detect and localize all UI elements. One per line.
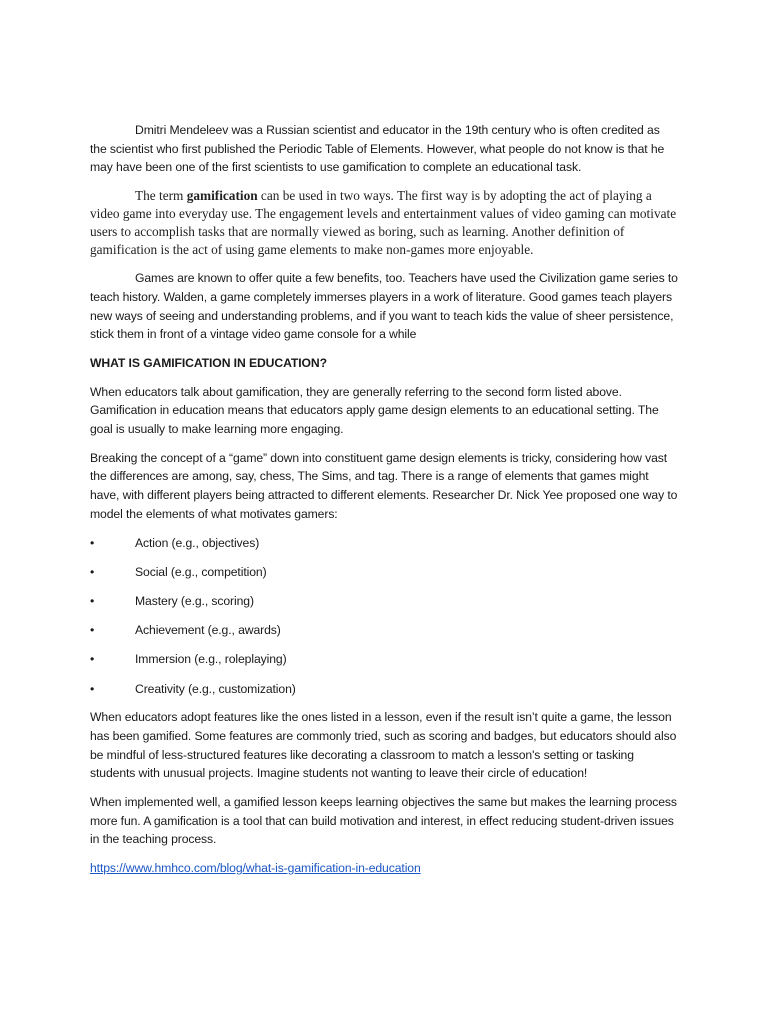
list-item [90, 534, 678, 553]
paragraph-game-benefits: Games are known to offer quite a few benefits, too. Teachers have used the Civilization game series to teach history. Walden, a game completely immerses players in a work of literature. Good games teach players new ways of seeing and understanding problems, and if you want to teach kids the value of sheer persistence, stick them in front of a vintage video game console for a while [90, 271, 678, 342]
bullet-icon: • [90, 593, 95, 608]
paragraph-educators-gamification: When educators talk about gamification, they are generally referring to the second form listed above. Gamification in education means that educators apply game design elements to an educational setting. The goal is usually to make learning more engaging. [90, 384, 659, 437]
paragraph-gamified-lesson: When educators adopt features like the ones listed in a lesson, even if the result isn’t quite a game, the lesson has been gamified. Some features are commonly tried, such as scoring and badges, but educators should also be mindful of less-structured features like decorating a classroom to match a lesson's setting or tasking students with unusual projects. Imagine students not wanting to leave their circle of education! [90, 710, 677, 781]
list-item-text: Action (e.g., objectives) [135, 535, 260, 550]
definition-text: can be used in two ways. The first way is by adopting the act of playing a video game into everyday use. The engagement levels and entertainment values of video gaming can motivate users to accomplish tasks that are normally viewed as boring, such as learning. Another definition of gamification is the act of using game elements to make non-games more enjoyable. [90, 188, 677, 258]
source-link[interactable]: https://www.hmhco.com/blog/what-is-gamification-in-education [90, 861, 421, 876]
bullet-icon: • [90, 564, 95, 579]
section-heading: WHAT IS GAMIFICATION IN EDUCATION? [90, 355, 327, 370]
bullet-icon: • [90, 623, 95, 638]
list-item [90, 621, 678, 640]
list-item [90, 680, 678, 699]
motivation-list [90, 534, 678, 699]
list-item-text: Immersion (e.g., roleplaying) [135, 652, 287, 667]
bullet-icon: • [90, 652, 95, 667]
list-item [90, 563, 678, 582]
list-item [90, 650, 678, 669]
paragraph-gamification-definition [90, 187, 678, 259]
list-item-text: Creativity (e.g., customization) [135, 681, 296, 696]
list-item [90, 592, 678, 611]
bullet-icon: • [90, 535, 95, 550]
list-item-text: Mastery (e.g., scoring) [135, 593, 254, 608]
source-paragraph [90, 859, 678, 878]
paragraph-implemented-well: When implemented well, a gamified lesson keeps learning objectives the same but makes the learning process more fun. A gamification is a tool that can build motivation and interest, in effect reducing student-driven issues in the teaching process. [90, 795, 677, 847]
paragraph-game-elements: Breaking the concept of a “game” down into constituent game design elements is tricky, considering how vast the differences are among, say, chess, The Sims, and tag. There is a range of elements that games might have, with different players being attracted to different elements. Researcher Dr. Nick Yee proposed one way to model the elements of what motivates gamers: [90, 450, 678, 521]
bullet-icon: • [90, 681, 95, 696]
term-gamification: gamification [186, 188, 258, 204]
list-item-text: Achievement (e.g., awards) [135, 623, 281, 638]
paragraph-mendeleev: Dmitri Mendeleev was a Russian scientist and educator in the 19th century who is often credited as the scientist who first published the Periodic Table of Elements. However, what people do not know is that he may have been one of the first scientists to use gamification to complete an educational task. [90, 123, 665, 175]
term-prefix: The term [135, 188, 187, 204]
list-item-text: Social (e.g., competition) [135, 564, 267, 579]
